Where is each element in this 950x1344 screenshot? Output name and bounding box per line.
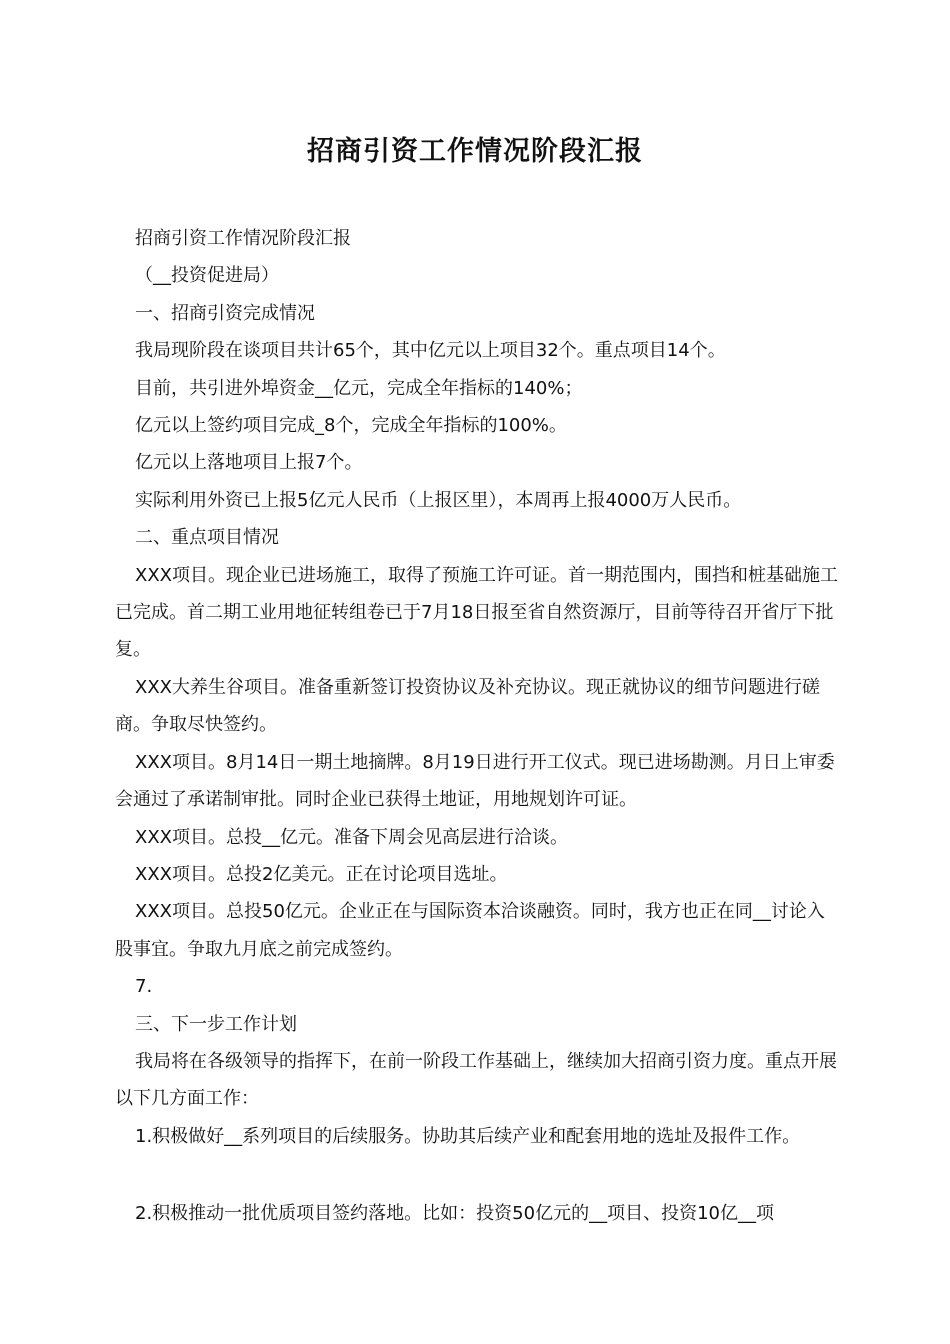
document-body <box>115 220 840 1233</box>
paragraph: XXX项目。现企业已进场施工，取得了预施工许可证。首一期范围内，围挡和桩基础施工已完成。首二期工业用地征转组卷已于7月18日报至省自然资源厅，目前等待召开省厅下批复。 <box>115 564 838 661</box>
paragraph: 7. <box>135 976 153 998</box>
paragraph: 亿元以上签约项目完成_8个，完成全年指标的100%。 <box>135 415 567 437</box>
paragraph: XXX项目。总投__亿元。准备下周会见高层进行洽谈。 <box>135 826 568 848</box>
list-item: 2.积极推动一批优质项目签约落地。比如：投资50亿元的__项目、投资10亿__项 <box>135 1203 774 1225</box>
section-heading-2: 二、重点项目情况 <box>135 527 279 549</box>
paragraph: XXX大养生谷项目。准备重新签订投资协议及补充协议。现正就协议的细节问题进行磋商。争取尽快签约。 <box>115 676 820 736</box>
paragraph: 实际利用外资已上报5亿元人民币（上报区里），本周再上报4000万人民币。 <box>135 489 742 511</box>
section-heading-1: 一、招商引资完成情况 <box>135 302 315 324</box>
paragraph: XXX项目。8月14日一期土地摘牌。8月19日进行开工仪式。现已进场勘测。月日上审委会通过了承诺制审批。同时企业已获得土地证，用地规划许可证。 <box>115 751 835 811</box>
section-heading-3: 三、下一步工作计划 <box>135 1013 297 1035</box>
paragraph-department: （__投资促进局） <box>135 265 279 287</box>
document-title: 招商引资工作情况阶段汇报 <box>307 136 643 167</box>
paragraph: 我局现阶段在谈项目共计65个，其中亿元以上项目32个。重点项目14个。 <box>135 340 726 362</box>
paragraph: XXX项目。总投2亿美元。正在讨论项目选址。 <box>135 863 508 885</box>
paragraph: 我局将在各级领导的指挥下，在前一阶段工作基础上，继续加大招商引资力度。重点开展以下几方面工作： <box>115 1050 837 1110</box>
paragraph: 亿元以上落地项目上报7个。 <box>135 452 363 474</box>
list-item: 1.积极做好__系列项目的后续服务。协助其后续产业和配套用地的选址及报件工作。 <box>135 1125 801 1147</box>
paragraph: 目前，共引进外埠资金__亿元，完成全年指标的140%； <box>135 377 583 399</box>
paragraph: XXX项目。总投50亿元。企业正在与国际资本洽谈融资。同时，我方也正在同__讨论入股事宜。争取九月底之前完成签约。 <box>115 901 825 960</box>
paragraph-subtitle: 招商引资工作情况阶段汇报 <box>135 228 351 249</box>
